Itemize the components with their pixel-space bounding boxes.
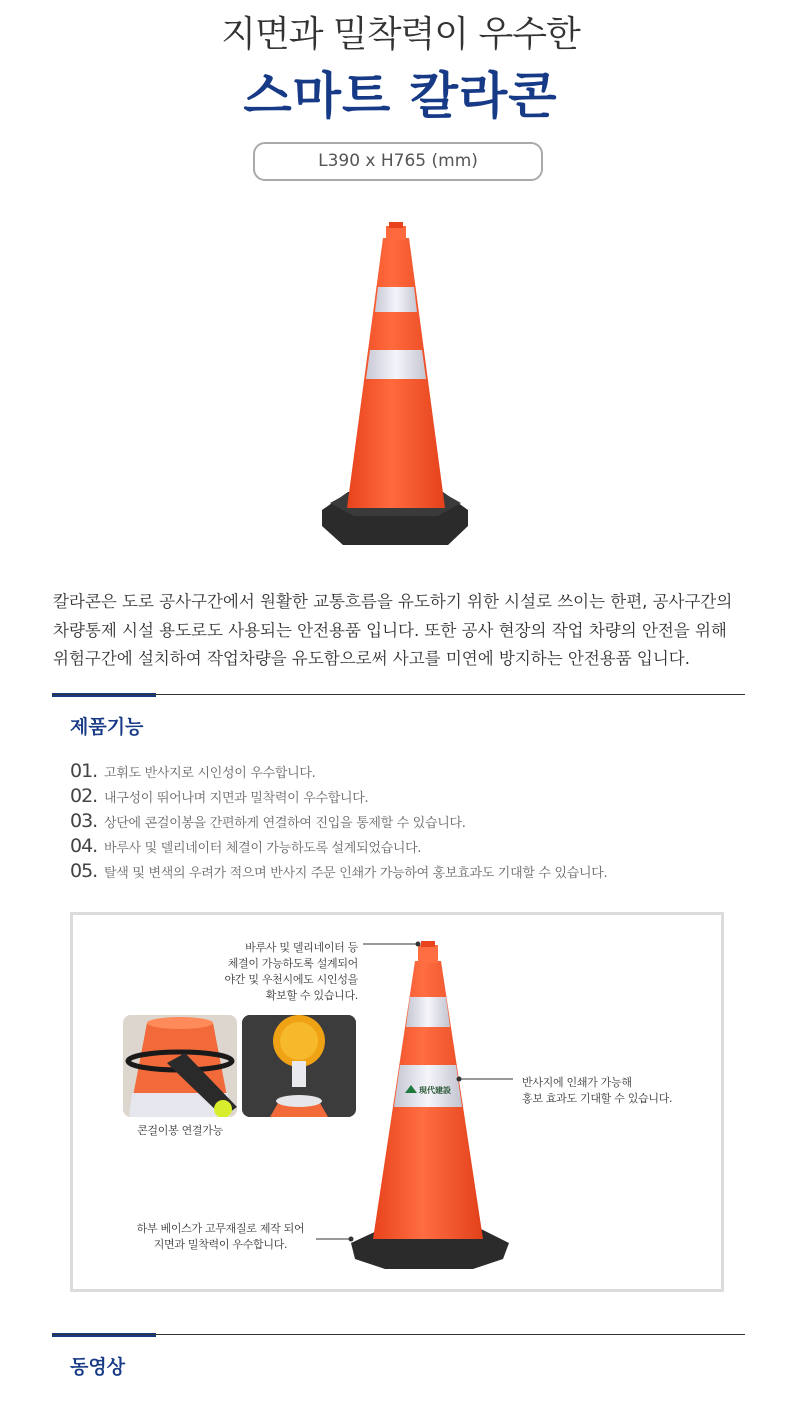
feature-item <box>70 860 607 885</box>
feature-text: 탈색 및 변색의 우려가 적으며 반사지 주문 인쇄가 가능하여 홍보효과도 기대할 수 있습니다. <box>104 866 608 881</box>
page-subtitle: 지면과 밀착력이 우수한 <box>221 14 580 55</box>
feature-number: 05. <box>70 860 98 882</box>
features-title: 제품기능 <box>70 716 144 738</box>
callout-bottom <box>113 1221 328 1253</box>
page-title: 스마트 칼라콘 <box>243 67 558 125</box>
detail-diagram <box>70 912 724 1292</box>
callout-right <box>522 1075 712 1107</box>
description-line: 차량통제 시설 용도로도 사용되는 안전용품 입니다. 또한 공사 현장의 작업 차량의 안전을 위해 <box>53 620 727 640</box>
feature-text: 상단에 콘걸이봉을 간편하게 연결하여 진입을 통제할 수 있습니다. <box>104 816 466 831</box>
callout-line: 홍보 효과도 기대할 수 있습니다. <box>522 1092 673 1105</box>
callout-line: 반사지에 인쇄가 가능해 <box>522 1076 632 1089</box>
feature-item <box>70 810 607 835</box>
callout-line: 지면과 밀착력이 우수합니다. <box>153 1238 288 1251</box>
product-description <box>53 588 761 674</box>
feature-item <box>70 760 607 785</box>
dimension-badge: L390 x H765 (mm) <box>253 142 543 181</box>
feature-list <box>70 760 607 885</box>
traffic-cone-icon <box>318 220 473 550</box>
section-divider <box>52 694 745 695</box>
feature-text: 바루사 및 델리네이터 체결이 가능하도록 설계되었습니다. <box>104 841 422 856</box>
feature-item <box>70 835 607 860</box>
callout-line: 확보할 수 있습니다. <box>265 989 358 1002</box>
callout-line: 체결이 가능하도록 설계되어 <box>227 957 358 970</box>
feature-number: 03. <box>70 810 98 832</box>
photo-caption: 콘걸이봉 연결가능 <box>137 1124 223 1137</box>
callout-line: 하부 베이스가 고무재질로 제작 되어 <box>136 1222 305 1235</box>
band-print-text: 現代建設 <box>419 1086 451 1095</box>
section-divider <box>52 1334 745 1335</box>
feature-number: 02. <box>70 785 98 807</box>
feature-text: 고휘도 반사지로 시인성이 우수합니다. <box>104 766 316 781</box>
feature-number: 04. <box>70 835 98 857</box>
feature-number: 01. <box>70 760 98 782</box>
callout-line: 야간 및 우천시에도 시인성을 <box>224 973 358 986</box>
callout-line: 바루사 및 델리네이터 등 <box>245 941 358 954</box>
description-line: 위험구간에 설치하여 작업차량을 유도함으로써 사고를 미연에 방지하는 안전용품 입니다. <box>53 649 690 668</box>
video-title: 동영상 <box>70 1356 126 1378</box>
description-line: 칼라콘은 도로 공사구간에서 원활한 교통흐름을 유도하기 위한 시설로 쓰이는 한편, 공사구간의 <box>53 592 733 611</box>
feature-text: 내구성이 뛰어나며 지면과 밀착력이 우수합니다. <box>104 791 369 806</box>
feature-item <box>70 785 607 810</box>
